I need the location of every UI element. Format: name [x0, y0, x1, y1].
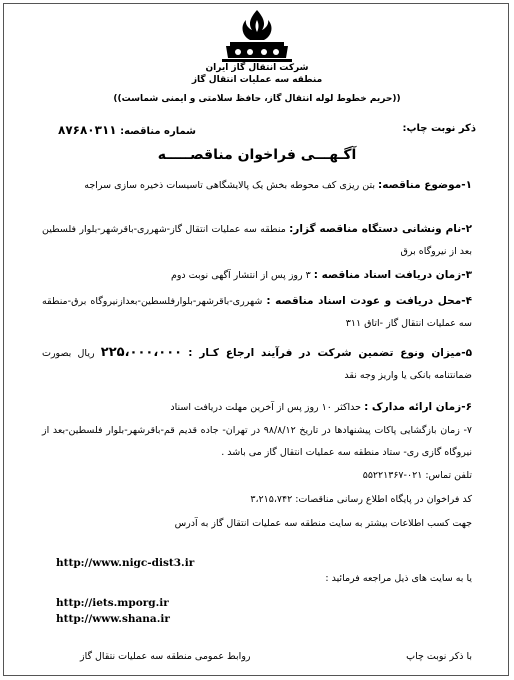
item-heading: ۳-زمان دریافت اسناد مناقصه : [313, 269, 472, 281]
item-heading: ۶-زمان ارائه مدارک : [364, 401, 472, 413]
item-heading: ۴-محل دریافت و عودت اسناد مناقصه : [266, 295, 472, 307]
item-heading: ۱-موضوع مناقصه: [378, 179, 472, 191]
page-title: آگـهـــی فراخوان مناقصـــــه [157, 147, 357, 163]
item-heading: ۲-نام ونشانی دستگاه مناقصه گزار: [289, 223, 472, 235]
refer-text: یا به سایت های ذیل مراجعه فرمائید : [325, 573, 472, 584]
publish-round-label: ذکر نوبت چاپ: [402, 123, 476, 134]
item-body: ریال بصورت ضمانتنامه بانکی یا واریز وجه نقد [42, 348, 472, 381]
guarantee-amount: ۲۲۵،۰۰۰،۰۰۰ [100, 345, 183, 360]
more-info-text: جهت کسب اطلاعات بیشتر به سایت منطقه سه عملیات انتقال گاز به آدرس [174, 518, 472, 529]
item-receive-place [42, 290, 472, 335]
org-name-line2: منطقه سه عملیات انتقال گاز [191, 75, 323, 85]
footer-public-relations: روابط عمومی منطقه سه عملیات نتقال گاز [80, 651, 251, 662]
slogan: ((حریم خطوط لوله انتقال گاز، حافظ سلامتی و ایمنی شماست)) [113, 94, 401, 104]
item-body: ۳ روز پس از انتشار آگهی نوبت دوم [170, 270, 311, 281]
item-body: حداکثر ۱۰ روز پس از آخرین مهلت دریافت اسناد [170, 402, 362, 413]
org-name-line1: شرکت انتقال گاز ایران [205, 63, 309, 73]
item-body: منطقه سه عملیات انتقال گاز-شهرری-باقرشهر-بلوار فلسطین بعد از نیروگاه برق [42, 224, 472, 257]
item-body: ۷- زمان بازگشایی پاکات پیشنهادها در تاریخ ۹۸/۸/۱۲ در تهران- جاده قدیم قم-باقرشهر-بلوار فلسطین-بعد از نیروگاه گازی ری- ستاد منطقه سه عملیات انتقال گاز می باشد . [42, 425, 472, 458]
link-nigc-dist3[interactable]: http://www.nigc-dist3.ir [56, 557, 195, 569]
item-guarantee [42, 342, 472, 387]
item-submit-time [42, 396, 472, 419]
tender-code: کد فراخوان در پایگاه اطلاع رسانی مناقصات: ۳،۲۱۵،۷۴۲ [250, 494, 472, 505]
item-opening [42, 420, 472, 464]
link-shana[interactable]: http://www.shana.ir [56, 613, 170, 625]
item-receive-time [42, 264, 472, 287]
footer-publish-note: با ذکر نوبت چاپ [406, 651, 472, 662]
item-body: بتن ریزی کف محوطه بخش یک پالایشگاهی تاسیسات ذخیره سازی سراجه [84, 180, 376, 191]
tender-number-label: شماره مناقصه: [120, 126, 197, 137]
item-body: شهرری-باقرشهر-بلوارفلسطین-بعدازنیروگاه برق-منطقه سه عملیات انتقال گاز -اتاق ۳۱۱ [42, 296, 472, 329]
item-subject [42, 174, 472, 197]
contact-phone: تلفن تماس: ۰۲۱-۵۵۲۲۱۳۶۷ [362, 470, 472, 481]
tender-number-value: ۸۷۶۸۰۳۱۱ [58, 123, 117, 137]
link-iets[interactable]: http://iets.mporg.ir [56, 597, 169, 609]
flame-nigc-logo-icon [212, 6, 302, 66]
item-organizer [42, 218, 472, 263]
item-heading: ۵-میزان ونوع تضمین شرکت در فرآیند ارجاع کـار : [188, 347, 472, 359]
tender-number [58, 123, 196, 137]
